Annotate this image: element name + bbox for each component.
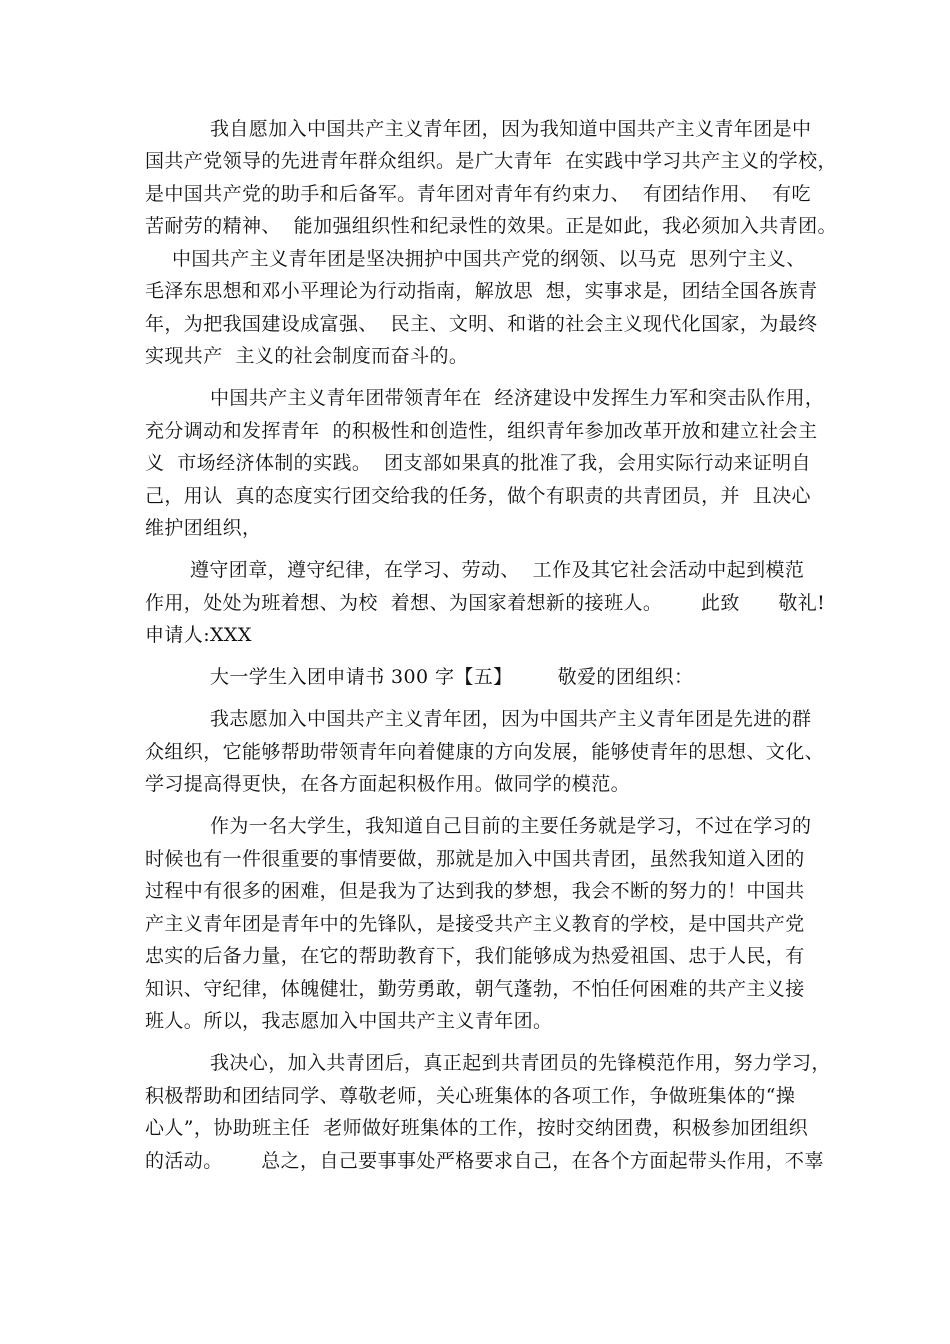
text-line: 是中国共产党的助手和后备军。青年团对青年有约束力、 有团结作用、 有吃 <box>145 183 811 205</box>
text-line: 积极帮助和团结同学、尊敬老师，关心班集体的各项工作，争做班集体的“操 <box>145 1085 796 1107</box>
text-line: 我自愿加入中国共产主义青年团，因为我知道中国共产主义青年团是中 <box>210 118 812 140</box>
text-line: 中国共产主义青年团带领青年在 经济建设中发挥生力军和突击队作用， <box>210 387 825 409</box>
text-line: 众组织，它能够帮助带领青年向着健康的方向发展，能够使青年的思想、文化、 <box>145 741 825 763</box>
text-line: 知识、守纪律，体魄健壮，勤劳勇敢，朝气蓬勃，不怕任何困难的共产主义接 <box>145 978 805 1000</box>
text-line: 维护团组织， <box>145 517 262 539</box>
text-line: 国共产党领导的先进青年群众组织。是广大青年 在实践中学习共产主义的学校， <box>145 150 837 172</box>
text-line: 心人”，协助班主任 老师做好班集体的工作，按时交纳团费，积极参加团组织 <box>145 1117 809 1139</box>
text-line: 毛泽东思想和邓小平理论为行动指南，解放思 想，实事求是，团结全国各族青 <box>145 280 818 302</box>
text-line: 年，为把我国建设成富强、 民主、文明、和谐的社会主义现代化国家，为最终 <box>145 313 818 335</box>
text-line: 忠实的后备力量，在它的帮助教育下，我们能够成为热爱祖国、忠于人民，有 <box>145 945 805 967</box>
text-line: 我决心，加入共青团后，真正起到共青团员的先锋模范作用，努力学习， <box>210 1052 831 1074</box>
text-line: 充分调动和发挥青年 的积极性和创造性，组织青年参加改革开放和建立社会主 <box>145 420 818 442</box>
text-line: 义 市场经济体制的实践。 团支部如果真的批准了我，会用实际行动来证明自 <box>145 452 811 474</box>
text-line: 时候也有一件很重要的事情要做，那就是加入中国共青团，虽然我知道入团的 <box>145 848 805 870</box>
text-line: 己，用认 真的态度实行团交给我的任务，做个有职责的共青团员，并 且决心 <box>145 485 811 507</box>
text-line: 我志愿加入中国共产主义青年团，因为中国共产主义青年团是先进的群 <box>210 708 812 730</box>
text-line: 遵守团章，遵守纪律，在学习、劳动、 工作及其它社会活动中起到模范 <box>190 559 805 581</box>
text-line: 过程中有很多的困难，但是我为了达到我的梦想，我会不断的努力的！中国共 <box>145 880 805 902</box>
text-line: 班人。所以，我志愿加入中国共产主义青年团。 <box>145 1010 553 1032</box>
text-line: 苦耐劳的精神、 能加强组织性和纪录性的效果。正是如此，我必须加入共青团。 <box>145 215 837 237</box>
text-line: 实现共产 主义的社会制度而奋斗的。 <box>145 345 469 367</box>
signature-line: 申请人:XXX <box>145 624 252 646</box>
text-line: 产主义青年团是青年中的先锋队，是接受共产主义教育的学校，是中国共产党 <box>145 913 805 935</box>
section-heading: 大一学生入团申请书 300 字【五】 敬爱的团组织： <box>210 666 694 688</box>
text-line: 作用，处处为班着想、为校 着想、为国家着想新的接班人。 此致 敬礼! <box>145 592 826 614</box>
text-line: 作为一名大学生，我知道自己目前的主要任务就是学习，不过在学习的 <box>210 815 812 837</box>
text-line: 中国共产主义青年团是坚决拥护中国共产党的纲领、以马克 思列宁主义、 <box>172 248 806 270</box>
text-line: 的活动。 总之，自己要事事处严格要求自己，在各个方面起带头作用，不辜 <box>145 1150 824 1172</box>
text-line: 学习提高得更快，在各方面起积极作用。做同学的模范。 <box>145 773 631 795</box>
